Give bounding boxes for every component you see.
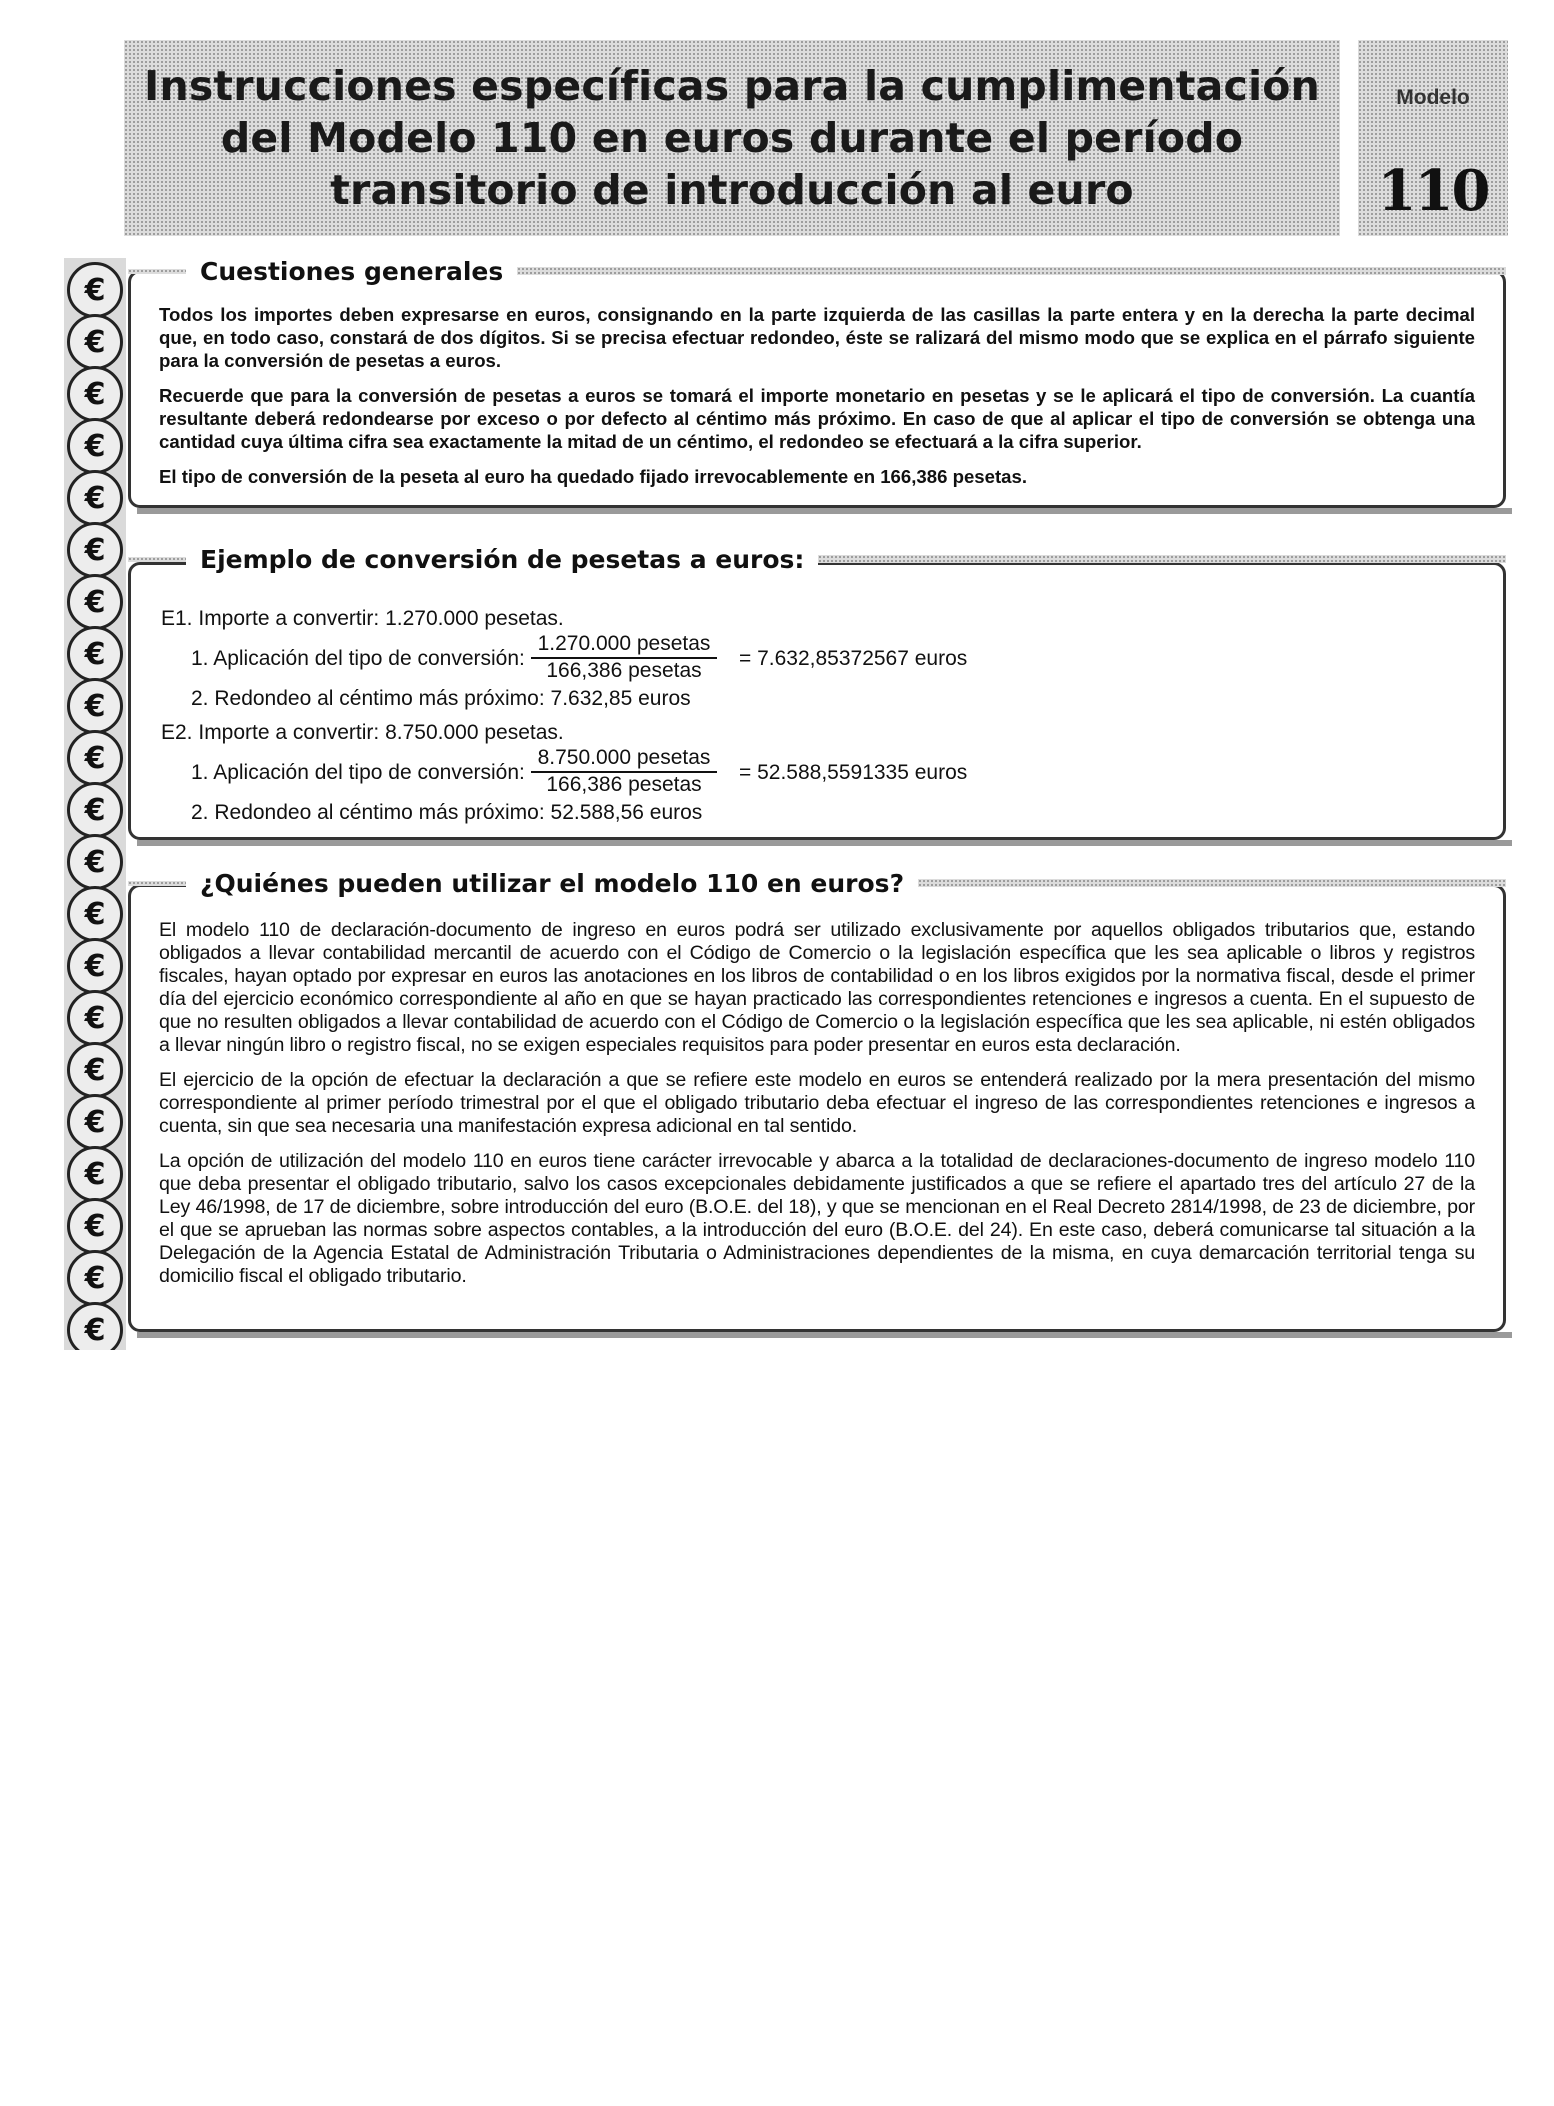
euro-icon: € <box>67 1250 123 1306</box>
header-rule <box>818 555 1506 563</box>
header-rule <box>128 269 186 274</box>
who-paragraph: El modelo 110 de declaración-documento de ingreso en euros podrá ser utilizado exclusivamente por aquellos obligados tributarios que, estando obligados a llevar contabilidad mercantil de acuerdo con el Código de Comercio o la legislación específica que les sea aplicable o libros y registros fiscales, hayan optado por expresar en euros las anotaciones en los libros de contabilidad o en los libros exigidos por la normativa fiscal, desde el primer día del ejercicio económico correspondiente al año en que se hayan practicado las correspondientes retenciones e ingresos a cuenta. En el supuesto de que no resulten obligados a llevar contabilidad de acuerdo con el Código de Comercio o la legislación específica que les sea aplicable, ni estén obligados a llevar ningún libro o registro fiscal, no se exigen especiales requisitos para poder presentar en euros esta declaración. <box>159 919 1475 1056</box>
general-section-header <box>128 256 1506 286</box>
header-banner <box>124 40 1340 236</box>
section-title: Ejemplo de conversión de pesetas a euros: <box>186 545 818 574</box>
euro-icon: € <box>67 262 123 318</box>
modelo-label: Modelo <box>1396 86 1470 109</box>
euro-icon: € <box>67 990 123 1046</box>
fraction-numerator: 8.750.000 pesetas <box>531 746 717 773</box>
example-step: 2. Redondeo al céntimo más próximo: 7.632,85 euros <box>191 687 691 710</box>
page-title <box>144 60 1320 216</box>
euro-icon: € <box>67 1302 123 1350</box>
who-paragraph: El ejercicio de la opción de efectuar la declaración a que se refiere este modelo en euros se entenderá realizado por la mera presentación del mismo correspondiente al primer período trimestral por el que el obligado tributario deba efectuar el ingreso de las correspondientes retenciones e ingresos a cuenta, sin que sea necesaria una manifestación expresa adicional en tal sentido. <box>159 1069 1475 1137</box>
conversion-result: = 52.588,5591335 euros <box>739 761 968 784</box>
general-paragraph: El tipo de conversión de la peseta al euro ha quedado fijado irrevocablemente en 166,386 pesetas. <box>159 466 1028 487</box>
euro-icon: € <box>67 574 123 630</box>
euro-icon: € <box>67 886 123 942</box>
general-section-body <box>159 303 1475 500</box>
conversion-fraction <box>531 632 717 683</box>
example-section-header <box>128 544 1506 574</box>
euro-icon: € <box>67 1094 123 1150</box>
conversion-fraction <box>531 746 717 797</box>
who-section <box>128 884 1506 1332</box>
general-section <box>128 270 1506 508</box>
header-rule <box>517 267 1506 275</box>
example-step: 2. Redondeo al céntimo más próximo: 52.588,56 euros <box>191 801 703 824</box>
modelo-number: 110 <box>1377 158 1489 224</box>
fraction-denominator: 166,386 pesetas <box>546 773 702 796</box>
header-rule <box>128 881 186 886</box>
euro-icon: € <box>67 678 123 734</box>
who-section-body <box>159 919 1475 1300</box>
title-line-1: Instrucciones específicas para la cumplimentación <box>144 62 1320 110</box>
euro-symbol-strip <box>64 258 126 1350</box>
euro-icon: € <box>67 470 123 526</box>
modelo-badge <box>1358 40 1508 236</box>
who-paragraph: La opción de utilización del modelo 110 en euros tiene carácter irrevocable y abarca a la totalidad de declaraciones-documento de ingreso modelo 110 que deba presentar el obligado tributario, salvo los casos excepcionales debidamente justificados a que se refiere el apartado tres del artículo 27 de la Ley 46/1998, de 17 de diciembre, sobre introducción del euro (B.O.E. del 18), y que se mencionan en el Real Decreto 2814/1998, de 23 de diciembre, por el que se aprueban las normas sobre aspectos contables, a la introducción del euro (B.O.E. del 24). En este caso, deberá comunicarse tal situación a la Delegación de la Agencia Estatal de Administración Tributaria o Administraciones dependientes de la misma, en cuya demarcación territorial tenga su domicilio fiscal el obligado tributario. <box>159 1150 1475 1287</box>
euro-icon: € <box>67 366 123 422</box>
euro-icon: € <box>67 522 123 578</box>
euro-icon: € <box>67 834 123 890</box>
title-line-2: del Modelo 110 en euros durante el período <box>220 114 1244 162</box>
header-rule <box>128 557 186 562</box>
euro-icon: € <box>67 730 123 786</box>
section-title: Cuestiones generales <box>186 257 517 286</box>
example-step: 1. Aplicación del tipo de conversión: <box>191 647 525 670</box>
header-rule <box>918 879 1506 887</box>
euro-icon: € <box>67 938 123 994</box>
fraction-numerator: 1.270.000 pesetas <box>531 632 717 659</box>
euro-icon: € <box>67 418 123 474</box>
example-label: E2. Importe a convertir: 8.750.000 pesetas. <box>161 721 564 744</box>
euro-icon: € <box>67 626 123 682</box>
euro-icon: € <box>67 1198 123 1254</box>
fraction-denominator: 166,386 pesetas <box>546 659 702 682</box>
conversion-result: = 7.632,85372567 euros <box>739 647 968 670</box>
example-label: E1. Importe a convertir: 1.270.000 pesetas. <box>161 607 564 630</box>
euro-icon: € <box>67 782 123 838</box>
general-paragraph: Todos los importes deben expresarse en euros, consignando en la parte izquierda de las casillas la parte entera y en la derecha la parte decimal que, en todo caso, constará de dos dígitos. Si se precisa efectuar redondeo, éste se ralizará del mismo modo que se explica en el párrafo siguiente para la conversión de pesetas a euros. <box>159 304 1475 371</box>
who-section-header <box>128 868 1506 898</box>
title-line-3: transitorio de introducción al euro <box>330 166 1134 214</box>
section-title: ¿Quiénes pueden utilizar el modelo 110 en euros? <box>186 869 918 898</box>
general-paragraph: Recuerde que para la conversión de pesetas a euros se tomará el importe monetario en pesetas y se le aplicará el tipo de conversión. La cuantía resultante deberá redondearse por exceso o por defecto al céntimo más próximo. En caso de que al aplicar el tipo de conversión se obtenga una cantidad cuya última cifra sea exactamente la mitad de un céntimo, el redondeo se efectuará a la cifra superior. <box>159 385 1475 452</box>
example-step: 1. Aplicación del tipo de conversión: <box>191 761 525 784</box>
euro-icon: € <box>67 1146 123 1202</box>
example-section <box>128 562 1506 840</box>
euro-icon: € <box>67 1042 123 1098</box>
euro-icon: € <box>67 314 123 370</box>
